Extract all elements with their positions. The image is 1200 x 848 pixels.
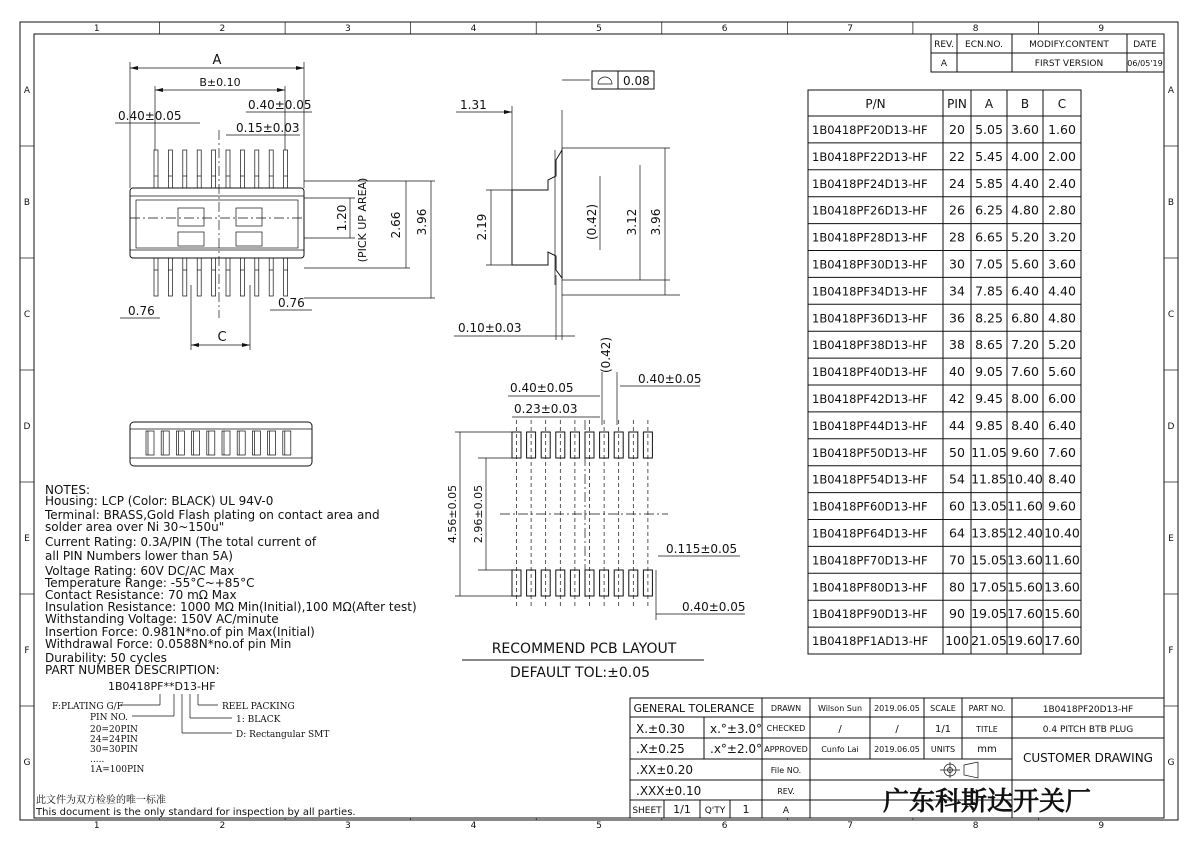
note-line: Durability: 50 cycles (45, 651, 167, 665)
pcb-dim-296: 2.96±0.05 (472, 484, 485, 544)
pn-cell: 1B0418PF60D13-HF (812, 499, 928, 514)
footer-statement (35, 793, 356, 818)
grid-row-label: B (1167, 198, 1175, 208)
pn-cell: 9.60 (1048, 498, 1076, 514)
pn-cell: 36 (949, 310, 965, 326)
rev-content: FIRST VERSION (1034, 59, 1104, 69)
pn-cell: 8.00 (1011, 391, 1039, 406)
rev-date: 06/05'19 (1127, 59, 1163, 68)
tb-sheet: SHEET (632, 806, 662, 816)
dim-c: C (217, 330, 227, 345)
outer-border (20, 22, 1178, 820)
pn-cell: 4.80 (1011, 202, 1039, 218)
pn-cell: 90 (949, 606, 965, 622)
front-view (130, 422, 312, 466)
tb-scale-val: 1/1 (934, 724, 952, 735)
note-line: Current Rating: 0.3A/PIN (The total current of (45, 535, 317, 549)
note-line: Contact Resistance: 70 mΩ Max (45, 588, 237, 602)
projection-symbol-icon (940, 762, 978, 778)
pcb-dim-456: 4.56±0.05 (446, 484, 459, 544)
pn-cell: 13.60 (1007, 552, 1043, 568)
pn-cell: 42 (949, 391, 965, 406)
grid-row-label: B (23, 198, 31, 208)
pn-cell: 6.00 (1048, 391, 1076, 406)
tb-drawn-by: Wilson Sun (817, 704, 863, 713)
pn-cell: 22 (949, 148, 965, 164)
note-line: solder area over Ni 30~150u" (45, 520, 225, 534)
grid-col-label: 2 (219, 24, 226, 34)
tb-approved-date: 2019.06.05 (874, 745, 920, 754)
pn-cell: 15.05 (971, 552, 1007, 568)
dim-pick: 1.20 (335, 204, 349, 232)
pcb-dim-0115: 0.115±0.05 (666, 542, 738, 556)
pn-cell: 19.60 (1007, 633, 1043, 649)
pn-cell: 4.40 (1048, 283, 1076, 299)
pn-cell: 1B0418PF1AD13-HF (812, 634, 929, 649)
dim-219: 2.19 (475, 213, 489, 241)
pd-pin-option: ..... (90, 755, 105, 765)
pn-cell: 1B0418PF38D13-HF (812, 338, 928, 353)
pcb-pad-width: 0.23±0.03 (514, 402, 578, 416)
pn-cell: 6.65 (975, 229, 1003, 245)
grid-row-label: G (23, 758, 31, 768)
tb-x3: .XXX±0.10 (636, 784, 702, 798)
pn-cell: 7.60 (1011, 364, 1039, 380)
dim-b: B±0.10 (199, 76, 241, 89)
pn-header-cell: A (984, 97, 994, 111)
pn-cell: 20 (949, 122, 965, 137)
dim-396-top: 3.96 (415, 208, 429, 236)
pn-cell: 17.05 (971, 579, 1007, 595)
note-line: PART NUMBER DESCRIPTION: (45, 663, 220, 677)
dim-312: 3.12 (625, 208, 639, 236)
notes-header: NOTES: (45, 483, 90, 497)
dim-pin-width: 0.15±0.03 (236, 121, 300, 135)
pd-pin-option: 20=20PIN (90, 725, 138, 735)
pd-code: 1B0418PF**D13-HF (108, 680, 216, 693)
notes (44, 483, 417, 677)
pn-cell: 15.60 (1007, 579, 1043, 595)
pn-cell: 10.40 (1044, 525, 1080, 541)
tb-rev-val: A (782, 806, 790, 816)
grid-row-label: E (1168, 534, 1174, 544)
pcb-tolerance: DEFAULT TOL:±0.05 (509, 665, 651, 681)
tb-qty: Q'TY (704, 806, 726, 816)
tb-checked-date: / (895, 724, 899, 735)
dim-pitch-left: 0.40±0.05 (118, 109, 182, 123)
pn-cell: 2.80 (1048, 202, 1076, 218)
pn-cell: 9.45 (975, 391, 1003, 406)
pn-cell: 3.20 (1048, 229, 1076, 245)
pn-cell: 15.60 (1044, 606, 1080, 622)
pn-cell: 7.05 (975, 256, 1003, 272)
grid-col-label: 7 (847, 821, 853, 831)
grid-row-label: D (23, 422, 31, 432)
pn-cell: 1B0418PF42D13-HF (812, 392, 928, 406)
grid-col-label: 9 (1098, 24, 1105, 34)
pn-cell: 11.60 (1007, 498, 1043, 514)
pn-cell: 80 (949, 579, 965, 595)
pn-cell: 54 (949, 471, 965, 487)
pd-smt: D: Rectangular SMT (236, 730, 330, 740)
pd-pin-no: PIN NO. (90, 713, 128, 723)
rev-value: A (940, 59, 948, 69)
rev-header-modify: MODIFY.CONTENT (1029, 40, 1109, 50)
pn-cell: 2.40 (1048, 175, 1076, 191)
tb-rev: REV. (777, 787, 795, 796)
pn-cell: 10.40 (1007, 471, 1043, 487)
note-line: Housing: LCP (Color: BLACK) UL 94V-0 (45, 494, 274, 508)
pn-cell: 60 (949, 498, 965, 514)
dim-266: 2.66 (389, 211, 403, 239)
tb-file-no: File NO. (770, 766, 802, 775)
grid-col-label: 4 (470, 24, 477, 34)
grid-row-label: E (24, 534, 30, 544)
pn-cell: 50 (949, 444, 965, 460)
grid-row-label: C (1167, 310, 1175, 320)
tb-approved-by: Cunfo Lai (821, 745, 859, 754)
pn-cell: 1.60 (1048, 122, 1076, 137)
grid-row-label: A (1167, 86, 1175, 96)
pn-cell: 4.40 (1011, 175, 1039, 191)
pn-cell: 8.40 (1048, 471, 1076, 487)
grid-col-label: 5 (596, 821, 602, 831)
grid-col-label: 8 (972, 24, 979, 34)
pn-cell: 6.25 (975, 202, 1003, 218)
pcb-dim-040: 0.40±0.05 (682, 600, 746, 614)
tb-part-no: PART NO. (968, 704, 1006, 713)
pn-cell: 17.60 (1044, 633, 1080, 649)
tb-sheet-val: 1/1 (673, 803, 691, 816)
pcb-dim-042: (0.42) (599, 336, 613, 374)
note-line: Insertion Force: 0.981N*no.of pin Max(Initial) (45, 625, 315, 639)
pn-cell: 6.40 (1011, 283, 1039, 299)
pick-up-label: (PICK UP AREA) (356, 177, 369, 263)
dim-076-right: 0.76 (278, 296, 305, 310)
tb-units: UNITS (930, 745, 956, 754)
pn-cell: 1B0418PF64D13-HF (812, 526, 928, 541)
grid-row-label: A (23, 86, 31, 96)
tb-part-no-val: 1B0418PF20D13-HF (1042, 705, 1134, 715)
grid-col-label: 4 (470, 821, 477, 831)
grid-col-label: 6 (721, 24, 728, 34)
pn-cell: 3.60 (1048, 256, 1076, 272)
grid-row-label: F (1168, 646, 1174, 656)
pn-cell: 26 (949, 202, 965, 218)
pn-cell: 5.05 (975, 122, 1003, 137)
pn-cell: 38 (949, 337, 965, 353)
pn-cell: 9.85 (975, 417, 1003, 433)
flatness-value: 0.08 (623, 74, 650, 88)
pn-cell: 44 (949, 417, 965, 433)
note-line: Terminal: BRASS,Gold Flash plating on contact area and (45, 508, 380, 522)
tb-company: 广东科斯达开关厂 (882, 787, 1092, 817)
pn-cell: 1B0418PF90D13-HF (812, 607, 928, 622)
pn-cell: 5.60 (1011, 256, 1039, 272)
pn-cell: 3.60 (1011, 122, 1039, 137)
grid-col-label: 3 (345, 24, 351, 34)
rev-header-rev: REV. (934, 40, 954, 50)
pn-cell: 11.60 (1044, 552, 1080, 568)
grid-col-label: 9 (1098, 821, 1105, 831)
pd-pin-option: 30=30PIN (90, 745, 138, 755)
pn-cell: 13.85 (971, 525, 1007, 541)
note-line: Temperature Range: -55°C~+85°C (45, 576, 255, 590)
pn-cell: 100 (945, 633, 969, 649)
pn-cell: 4.80 (1048, 310, 1076, 326)
pn-header-cell: B (1020, 97, 1030, 111)
pn-cell: 5.20 (1048, 337, 1076, 353)
tb-units-val: mm (977, 744, 997, 755)
pn-cell: 8.65 (975, 337, 1003, 353)
tb-customer: CUSTOMER DRAWING (1023, 751, 1153, 765)
dim-a: A (212, 53, 222, 68)
grid-row-label: G (1167, 758, 1175, 768)
note-line: Voltage Rating: 60V DC/AC Max (45, 564, 235, 578)
dim-396-side: 3.96 (649, 208, 663, 236)
pn-cell: 11.05 (971, 444, 1007, 460)
pd-plating: F:PLATING G/F (52, 702, 123, 712)
grid-row-label: F (24, 646, 30, 656)
tb-x1deg: .x°±2.0° (710, 742, 763, 756)
tb-gen-tol: GENERAL TOLERANCE (633, 702, 755, 715)
pn-cell: 28 (949, 229, 965, 245)
pn-cell: 9.05 (975, 364, 1003, 380)
dim-076-left: 0.76 (128, 304, 155, 318)
tb-scale: SCALE (930, 704, 956, 713)
pn-cell: 13.60 (1044, 579, 1080, 595)
grid-row-label: C (23, 310, 31, 320)
pn-cell: 1B0418PF26D13-HF (812, 203, 928, 218)
pn-table (808, 90, 1081, 654)
tb-checked: CHECKED (766, 724, 806, 733)
tb-title-val: 0.4 PITCH BTB PLUG (1042, 725, 1134, 735)
pn-cell: 8.25 (975, 310, 1003, 326)
tb-x2: .XX±0.20 (636, 763, 694, 777)
pn-cell: 1B0418PF80D13-HF (812, 580, 928, 595)
side-view (454, 71, 680, 340)
tb-drawn: DRAWN (770, 704, 802, 713)
pn-cell: 5.45 (975, 148, 1003, 164)
grid-col-label: 1 (93, 821, 100, 831)
pn-cell: 1B0418PF36D13-HF (812, 311, 928, 326)
revision-table (931, 34, 1164, 72)
note-line: Withstanding Voltage: 150V AC/minute (45, 612, 279, 626)
pn-cell: 1B0418PF22D13-HF (812, 149, 928, 164)
grid-col-label: 7 (847, 24, 853, 34)
grid-col-label: 5 (596, 24, 602, 34)
pn-cell: 1B0418PF24D13-HF (812, 176, 928, 191)
pn-cell: 21.05 (971, 633, 1007, 649)
pn-cell: 1B0418PF28D13-HF (812, 230, 928, 245)
pn-cell: 19.05 (971, 606, 1007, 622)
pn-cell: 8.40 (1011, 417, 1039, 433)
pn-header-cell: C (1057, 97, 1067, 111)
pn-cell: 1B0418PF54D13-HF (812, 472, 928, 487)
pn-cell: 7.60 (1048, 444, 1076, 460)
pn-cell: 7.20 (1011, 337, 1039, 353)
tb-drawn-date: 2019.06.05 (874, 704, 920, 713)
pn-cell: 9.60 (1011, 444, 1039, 460)
pn-cell: 1B0418PF50D13-HF (812, 445, 928, 460)
pn-cell: 1B0418PF40D13-HF (812, 365, 928, 380)
pn-cell: 7.85 (975, 283, 1003, 299)
pcb-pitch-right: 0.40±0.05 (638, 372, 702, 386)
pn-cell: 5.60 (1048, 364, 1076, 380)
tb-x: X.±0.30 (636, 722, 685, 736)
pd-black: 1: BLACK (236, 715, 281, 725)
pn-cell: 13.05 (971, 498, 1007, 514)
tb-xdeg: x.°±3.0° (710, 722, 763, 736)
dim-131: 1.31 (460, 98, 487, 112)
dim-010: 0.10±0.03 (458, 321, 522, 335)
pn-cell: 24 (949, 175, 965, 191)
pn-cell: 30 (949, 256, 965, 272)
tb-qty-val: 1 (742, 803, 750, 816)
pn-cell: 1B0418PF30D13-HF (812, 257, 928, 272)
pn-cell: 5.85 (975, 175, 1003, 191)
footer-cn: 此文件为双方检验的唯一标准 (36, 795, 166, 806)
pn-cell: 70 (949, 552, 965, 568)
pn-cell: 2.00 (1048, 148, 1076, 164)
grid-col-label: 8 (972, 821, 979, 831)
pn-cell: 6.40 (1048, 417, 1076, 433)
tb-x1: .X±0.25 (636, 742, 685, 756)
pn-cell: 1B0418PF44D13-HF (812, 418, 928, 433)
grid-col-label: 6 (721, 821, 728, 831)
pn-cell: 4.00 (1011, 148, 1039, 164)
tb-title: TITLE (976, 725, 998, 734)
grid-col-label: 3 (345, 821, 351, 831)
rev-header-date: DATE (1133, 40, 1157, 50)
grid-col-label: 2 (219, 821, 226, 831)
pn-cell: 1B0418PF70D13-HF (812, 553, 928, 568)
pn-cell: 40 (949, 364, 965, 380)
rev-header-ecn: ECN.NO. (965, 40, 1003, 50)
pcb-layout (446, 337, 746, 681)
pn-cell: 6.80 (1011, 310, 1039, 326)
pn-cell: 17.60 (1007, 606, 1043, 622)
pn-cell: 12.40 (1007, 525, 1043, 541)
note-line: all PIN Numbers lower than 5A) (45, 549, 233, 563)
pcb-pitch-left: 0.40±0.05 (510, 381, 574, 395)
top-view (115, 53, 435, 350)
part-description (52, 680, 329, 775)
pn-cell: 5.20 (1011, 229, 1039, 245)
pn-cell: 64 (949, 525, 965, 541)
grid-row-label: D (1167, 422, 1175, 432)
pd-reel: REEL PACKING (222, 702, 295, 712)
pn-cell: 11.85 (971, 471, 1007, 487)
pn-cell: 1B0418PF20D13-HF (812, 123, 928, 137)
pd-pin-option: 1A=100PIN (90, 765, 145, 775)
pn-header-cell: P/N (865, 97, 886, 111)
pn-cell: 1B0418PF34D13-HF (812, 284, 928, 299)
note-line: Insulation Resistance: 1000 MΩ Min(Initial),100 MΩ(After test) (45, 600, 417, 614)
pn-header-cell: PIN (947, 97, 967, 111)
grid-col-label: 1 (93, 24, 100, 34)
note-line: Withdrawal Force: 0.0588N*no.of pin Min (45, 637, 292, 651)
footer-en: This document is the only standard for inspection by all parties. (36, 807, 356, 818)
tb-checked-by: / (838, 724, 842, 735)
pcb-title: RECOMMEND PCB LAYOUT (491, 641, 677, 657)
tb-approved: APPROVED (764, 745, 808, 754)
dim-pitch-right: 0.40±0.05 (248, 98, 312, 112)
dim-042-side: (0.42) (585, 203, 599, 241)
pd-pin-option: 24=24PIN (90, 735, 138, 745)
title-block (630, 698, 1164, 818)
pn-cell: 34 (949, 283, 965, 299)
